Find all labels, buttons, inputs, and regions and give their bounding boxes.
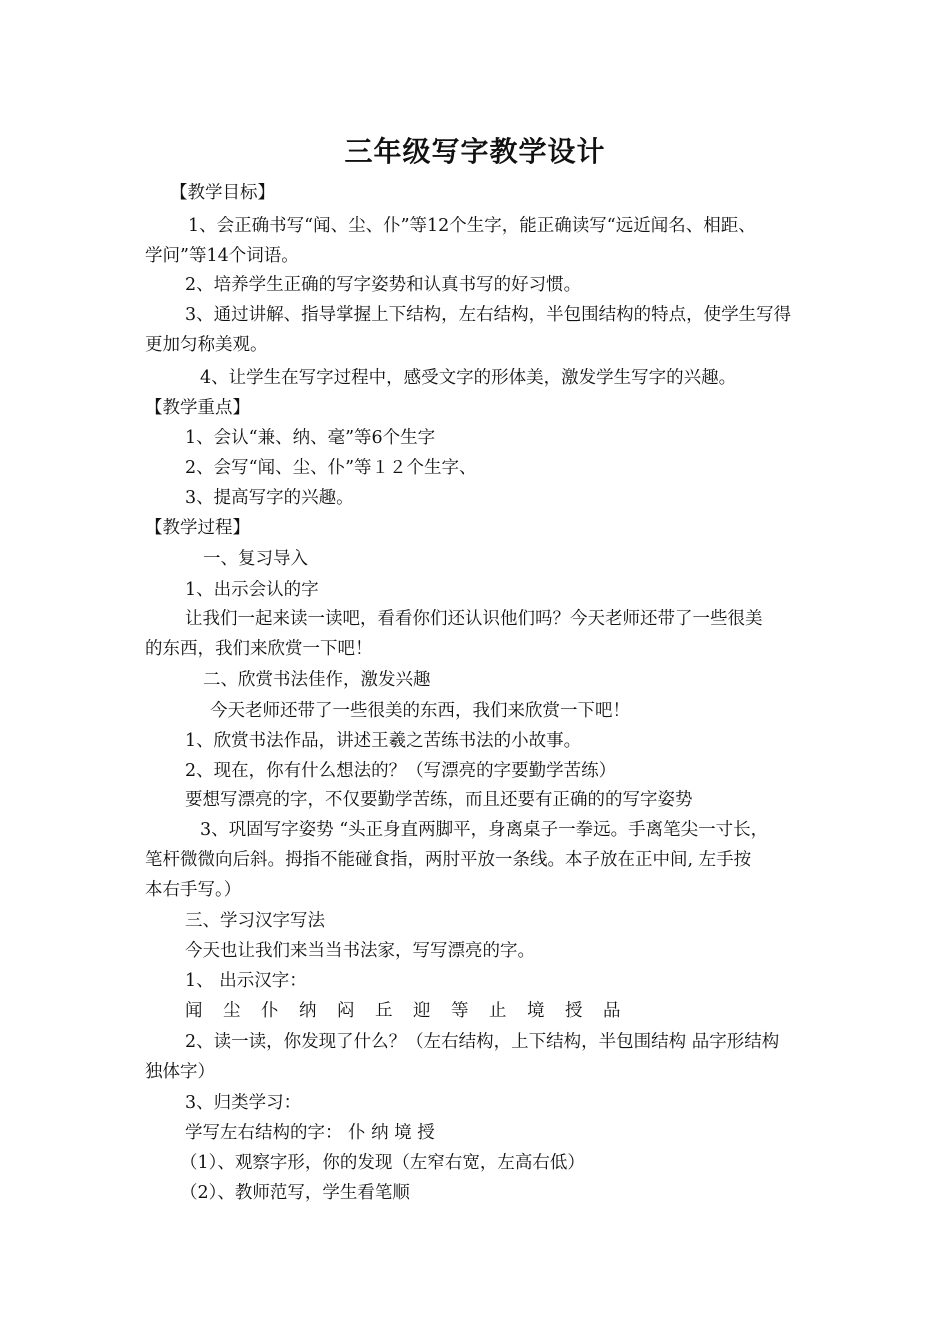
section-3-text: 今天也让我们来当当书法家，写写漂亮的字。: [185, 941, 535, 961]
character: 丘: [375, 1001, 393, 1021]
section-1-text-a: 让我们一起来读一读吧，看看你们还认识他们吗？今天老师还带了一些很美: [185, 609, 763, 629]
section-2-item-2: 2、现在，你有什么想法的？（写漂亮的字要勤学苦练）: [185, 761, 617, 781]
section-3-heading: 三、学习汉字写法: [185, 911, 325, 931]
keypoint-2: 2、会写“闻、尘、仆”等１２个生字、: [185, 458, 477, 478]
process-heading: 【教学过程】: [145, 518, 250, 538]
section-3-item-2-a: 2、读一读，你发现了什么？（左右结构，上下结构，半包围结构 品字形结构: [185, 1032, 780, 1052]
goal-1-line-b: 学问”等14个词语。: [145, 246, 299, 266]
section-2-text-2: 要想写漂亮的字，不仅要勤学苦练，而且还要有正确的的写字姿势: [185, 790, 693, 810]
goals-heading: 【教学目标】: [170, 183, 275, 203]
section-1-item-1: 1、出示会认的字: [185, 580, 319, 600]
section-2-item-3-a: 3、巩固写字姿势 “头正身直两脚平，身离桌子一拳远。手离笔尖一寸长，: [200, 820, 769, 840]
goal-2: 2、培养学生正确的写字姿势和认真书写的好习惯。: [185, 275, 582, 295]
section-2-item-1: 1、欣赏书法作品，讲述王羲之苦练书法的小故事。: [185, 731, 582, 751]
character: 闻: [185, 1001, 203, 1021]
goal-3-line-b: 更加匀称美观。: [145, 335, 268, 355]
character: 境: [527, 1001, 545, 1021]
section-1-heading: 一、复习导入: [203, 549, 308, 569]
section-3-item-2-b: 独体字）: [145, 1062, 215, 1082]
character: 品: [603, 1001, 621, 1021]
section-3-item-1: 1、 出示汉字：: [185, 971, 307, 991]
character: 授: [565, 1001, 583, 1021]
left-right-structure-line: 学写左右结构的字： 仆 纳 境 授: [185, 1123, 435, 1143]
section-2-item-3-b: 笔杆微微向后斜。拇指不能碰食指，两肘平放一条线。本子放在正中间, 左手按: [145, 850, 752, 870]
character-list: [185, 999, 641, 1023]
character: 仆: [261, 1001, 279, 1021]
keypoint-1: 1、会认“兼、纳、毫”等6个生字: [185, 428, 436, 448]
section-2-text: 今天老师还带了一些很美的东西，我们来欣赏一下吧！: [210, 701, 630, 721]
section-2-heading: 二、欣赏书法佳作，激发兴趣: [203, 670, 431, 690]
section-1-text-b: 的东西，我们来欣赏一下吧！: [145, 639, 373, 659]
character: 尘: [223, 1001, 241, 1021]
keypoint-3: 3、提高写字的兴趣。: [185, 488, 354, 508]
demo-line: （2）、教师范写，学生看笔顺: [180, 1183, 410, 1203]
goal-4: 4、让学生在写字过程中，感受文字的形体美，激发学生写字的兴趣。: [200, 368, 737, 388]
section-3-item-3: 3、归类学习：: [185, 1093, 302, 1113]
character: 迎: [413, 1001, 431, 1021]
section-2-item-3-c: 本右手写。）: [145, 880, 242, 900]
character: 等: [451, 1001, 469, 1021]
character: 纳: [299, 1001, 317, 1021]
goal-3-line-a: 3、通过讲解、指导掌握上下结构，左右结构，半包围结构的特点，使学生写得: [185, 305, 792, 325]
page-title: 三年级写字教学设计: [344, 135, 606, 168]
keypoints-heading: 【教学重点】: [145, 398, 250, 418]
character: 止: [489, 1001, 507, 1021]
character: 闷: [337, 1001, 355, 1021]
goal-1-line-a: 1、会正确书写“闻、尘、仆”等12个生字，能正确读写“远近闻名、相距、: [188, 216, 756, 236]
observe-line: （1）、观察字形，你的发现（左窄右宽，左高右低）: [180, 1153, 585, 1173]
